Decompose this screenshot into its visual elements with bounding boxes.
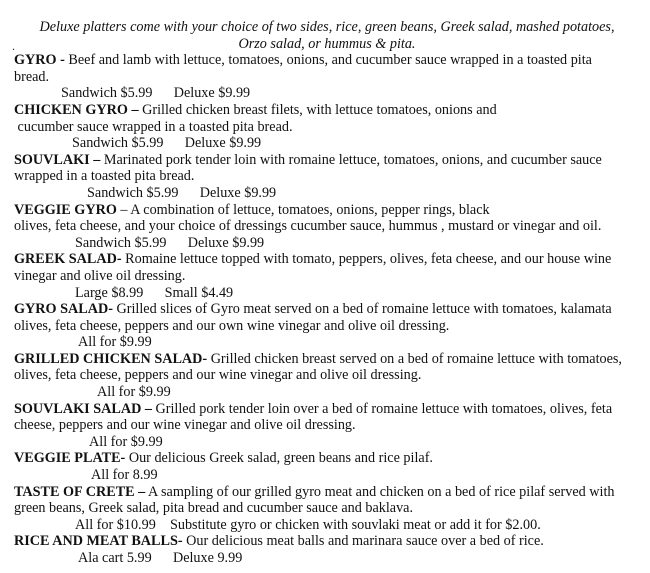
item-desc: Grilled slices of Gyro meat served on a bed of romaine lettuce with tomatoes, kalamata bbox=[116, 301, 612, 318]
item-price: Sandwich $5.99 Deluxe $9.99 bbox=[87, 184, 277, 201]
item-name: RICE AND MEAT BALLS- bbox=[14, 533, 183, 550]
menu-item-gyro-salad bbox=[14, 301, 650, 351]
item-desc-cont: olives, feta cheese, and your choice of dressings cucumber sauce, hummus , mustard or vinegar and oil. bbox=[14, 218, 602, 235]
menu-item-souvlaki-salad bbox=[14, 401, 650, 451]
item-desc-cont: bread. bbox=[14, 68, 50, 85]
item-desc-cont: cucumber sauce wrapped in a toasted pita bread. bbox=[14, 118, 293, 135]
item-price: All for 8.99 bbox=[91, 467, 158, 484]
item-price: All for $9.99 bbox=[78, 334, 152, 351]
item-desc: – A combination of lettuce, tomatoes, onions, pepper rings, black bbox=[120, 201, 490, 218]
item-desc: Romaine lettuce topped with tomato, peppers, olives, feta cheese, and our house wine bbox=[125, 251, 612, 268]
item-desc: Our delicious meat balls and marinara sauce over a bed of rice. bbox=[186, 533, 544, 550]
menu-item-grilled-chicken-salad bbox=[14, 351, 650, 401]
item-desc-cont: green beans, Greek salad, pita bread and cucumber sauce and baklava. bbox=[14, 500, 414, 517]
item-price: All for $10.99 Substitute gyro or chicken with souvlaki meat or add it for $2.00. bbox=[75, 516, 541, 533]
item-desc: A sampling of our grilled gyro meat and chicken on a bed of rice pilaf served with bbox=[148, 483, 615, 500]
item-desc-cont: wrapped in a toasted pita bread. bbox=[14, 168, 195, 185]
intro-line-2: Orzo salad, or hummus & pita. bbox=[238, 35, 416, 52]
item-desc: Grilled pork tender loin over a bed of romaine lettuce with tomatoes, olives, feta bbox=[155, 400, 613, 417]
menu-item-gyro bbox=[14, 52, 650, 102]
item-name: CHICKEN GYRO – bbox=[14, 101, 139, 118]
stray-dot: . bbox=[12, 39, 15, 53]
menu-item-veggie-gyro bbox=[14, 202, 650, 252]
item-desc: Beef and lamb with lettuce, tomatoes, onions, and cucumber sauce wrapped in a toasted pita bbox=[68, 52, 592, 69]
item-price: Sandwich $5.99 Deluxe $9.99 bbox=[75, 234, 265, 251]
item-name: VEGGIE PLATE- bbox=[14, 450, 126, 467]
menu-item-chicken-gyro bbox=[14, 102, 650, 152]
intro-note bbox=[0, 0, 650, 52]
item-desc-cont: vinegar and olive oil dressing. bbox=[14, 267, 186, 284]
item-name: SOUVLAKI – bbox=[14, 151, 101, 168]
menu-item-taste-of-crete bbox=[14, 484, 650, 534]
item-price: Ala cart 5.99 Deluxe 9.99 bbox=[78, 550, 243, 566]
item-desc-cont: olives, feta cheese, peppers and our own wine vinegar and olive oil dressing. bbox=[14, 317, 450, 334]
item-price: Sandwich $5.99 Deluxe $9.99 bbox=[61, 85, 251, 102]
item-price: Sandwich $5.99 Deluxe $9.99 bbox=[72, 135, 262, 152]
item-desc-cont: cheese, peppers and our wine vinegar and olive oil dressing. bbox=[14, 417, 356, 434]
item-price: Large $8.99 Small $4.49 bbox=[75, 284, 234, 301]
menu-items bbox=[0, 52, 650, 566]
item-desc: Marinated pork tender loin with romaine lettuce, tomatoes, onions, and cucumber sauce bbox=[103, 151, 602, 168]
item-name: VEGGIE GYRO bbox=[14, 201, 117, 218]
item-desc: Grilled chicken breast served on a bed of romaine lettuce with tomatoes, bbox=[210, 350, 622, 367]
item-name: GREEK SALAD- bbox=[14, 251, 122, 268]
item-name: GYRO SALAD- bbox=[14, 301, 113, 318]
item-desc: Our delicious Greek salad, green beans and rice pilaf. bbox=[128, 450, 433, 467]
menu-item-rice-and-meat-balls bbox=[14, 533, 650, 566]
item-name: SOUVLAKI SALAD – bbox=[14, 400, 152, 417]
menu-item-veggie-plate bbox=[14, 450, 650, 483]
item-name: TASTE OF CRETE – bbox=[14, 483, 146, 500]
item-name: GYRO - bbox=[14, 52, 65, 69]
item-name: GRILLED CHICKEN SALAD- bbox=[14, 350, 208, 367]
item-price: All for $9.99 bbox=[89, 433, 163, 450]
menu-item-greek-salad bbox=[14, 251, 650, 301]
item-price: All for $9.99 bbox=[97, 384, 171, 401]
intro-line-1: Deluxe platters come with your choice of two sides, rice, green beans, Greek salad, mashed potatoes, bbox=[39, 19, 615, 35]
item-desc-cont: olives, feta cheese, peppers and our wine vinegar and olive oil dressing. bbox=[14, 367, 422, 384]
menu-item-souvlaki bbox=[14, 152, 650, 202]
item-desc: Grilled chicken breast filets, with lettuce tomatoes, onions and bbox=[142, 101, 497, 118]
